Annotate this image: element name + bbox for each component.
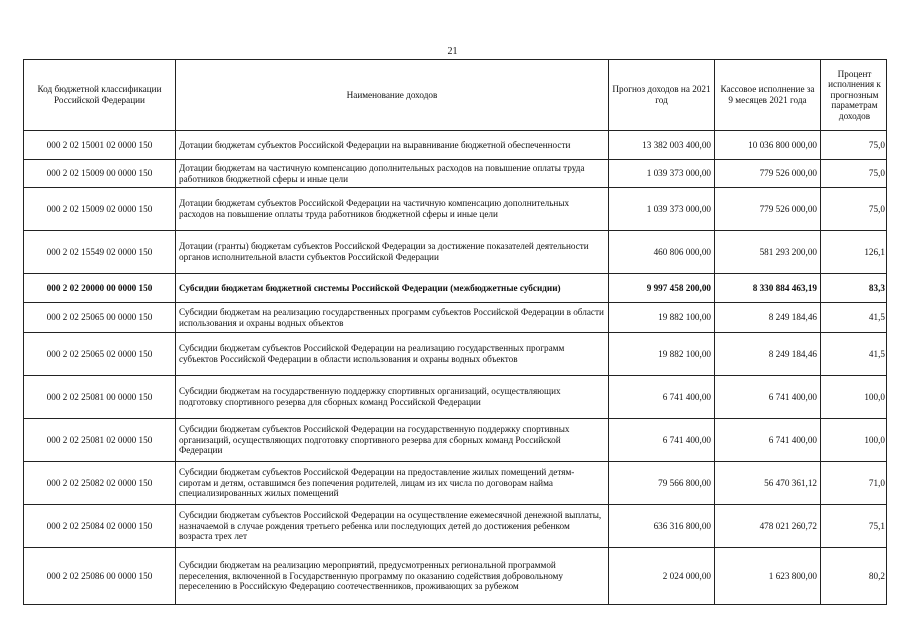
- cell-cash: 10 036 800 000,00: [715, 131, 821, 160]
- cell-cash: 1 623 800,00: [715, 548, 821, 605]
- cell-cash: 8 330 884 463,19: [715, 274, 821, 303]
- cell-code: 000 2 02 25081 00 0000 150: [24, 376, 176, 419]
- table-row: [24, 160, 887, 188]
- cell-percent: 126,1: [821, 231, 887, 274]
- cell-forecast: 2 024 000,00: [609, 548, 715, 605]
- cell-code: 000 2 02 25082 02 0000 150: [24, 462, 176, 505]
- cell-name: Субсидии бюджетам бюджетной системы Российской Федерации (межбюджетные субсидии): [176, 274, 609, 303]
- cell-cash: 6 741 400,00: [715, 419, 821, 462]
- cell-code: 000 2 02 20000 00 0000 150: [24, 274, 176, 303]
- cell-name: Субсидии бюджетам на государственную поддержку спортивных организаций, осуществляющих подготовку спортивного резерва для сборных команд Российской Федерации: [176, 376, 609, 419]
- header-cash: Кассовое исполнение за 9 месяцев 2021 года: [715, 60, 821, 131]
- table-row: [24, 303, 887, 333]
- cell-name: Субсидии бюджетам на реализацию мероприятий, предусмотренных региональной программой переселения, включенной в Государственную программу по оказанию содействия добровольному переселению в Российскую Федерацию соотечественников, проживающих за рубежом: [176, 548, 609, 605]
- income-table: [23, 59, 887, 605]
- cell-forecast: 1 039 373 000,00: [609, 160, 715, 188]
- page-number: 21: [447, 46, 458, 57]
- cell-percent: 75,1: [821, 505, 887, 548]
- cell-percent: 41,5: [821, 303, 887, 333]
- cell-forecast: 13 382 003 400,00: [609, 131, 715, 160]
- table-row: [24, 188, 887, 231]
- table-row: [24, 231, 887, 274]
- table-row: [24, 131, 887, 160]
- cell-code: 000 2 02 25086 00 0000 150: [24, 548, 176, 605]
- cell-forecast: 19 882 100,00: [609, 333, 715, 376]
- cell-name: Субсидии бюджетам на реализацию государственных программ субъектов Российской Федерации в области использования и охраны водных объектов: [176, 303, 609, 333]
- cell-forecast: 9 997 458 200,00: [609, 274, 715, 303]
- cell-code: 000 2 02 25081 02 0000 150: [24, 419, 176, 462]
- cell-name: Субсидии бюджетам субъектов Российской Федерации на реализацию государственных программ субъектов Российской Федерации в области использования и охраны водных объектов: [176, 333, 609, 376]
- cell-forecast: 6 741 400,00: [609, 376, 715, 419]
- table-row: [24, 505, 887, 548]
- cell-cash: 779 526 000,00: [715, 188, 821, 231]
- cell-percent: 75,0: [821, 160, 887, 188]
- cell-percent: 41,5: [821, 333, 887, 376]
- cell-code: 000 2 02 15001 02 0000 150: [24, 131, 176, 160]
- cell-percent: 71,0: [821, 462, 887, 505]
- cell-code: 000 2 02 15549 02 0000 150: [24, 231, 176, 274]
- cell-name: Дотации бюджетам на частичную компенсацию дополнительных расходов на повышение оплаты труда работников бюджетной сферы и иные цели: [176, 160, 609, 188]
- cell-cash: 8 249 184,46: [715, 333, 821, 376]
- cell-name: Субсидии бюджетам субъектов Российской Федерации на государственную поддержку спортивных организаций, осуществляющих подготовку спортивного резерва для сборных команд Российской Федерации: [176, 419, 609, 462]
- cell-percent: 75,0: [821, 188, 887, 231]
- cell-percent: 100,0: [821, 419, 887, 462]
- table-row: [24, 333, 887, 376]
- cell-code: 000 2 02 25065 00 0000 150: [24, 303, 176, 333]
- cell-name: Субсидии бюджетам субъектов Российской Федерации на осуществление ежемесячной денежной выплаты, назначаемой в случае рождения третьего ребенка или последующих детей до достижения ребенком возраста трех лет: [176, 505, 609, 548]
- cell-cash: 6 741 400,00: [715, 376, 821, 419]
- cell-code: 000 2 02 15009 02 0000 150: [24, 188, 176, 231]
- cell-percent: 80,2: [821, 548, 887, 605]
- cell-cash: 779 526 000,00: [715, 160, 821, 188]
- cell-forecast: 6 741 400,00: [609, 419, 715, 462]
- cell-forecast: 1 039 373 000,00: [609, 188, 715, 231]
- cell-name: Субсидии бюджетам субъектов Российской Федерации на предоставление жилых помещений детям-сиротам и детям, оставшимся без попечения родителей, лицам из их числа по договорам найма специализированных жилых помещений: [176, 462, 609, 505]
- cell-name: Дотации бюджетам субъектов Российской Федерации на частичную компенсацию дополнительных расходов на повышение оплаты труда работников бюджетной сферы и иные цели: [176, 188, 609, 231]
- cell-name: Дотации (гранты) бюджетам субъектов Российской Федерации за достижение показателей деятельности органов исполнительной власти субъектов Российской Федерации: [176, 231, 609, 274]
- header-name: Наименование доходов: [176, 60, 609, 131]
- header-forecast: Прогноз доходов на 2021 год: [609, 60, 715, 131]
- cell-code: 000 2 02 25065 02 0000 150: [24, 333, 176, 376]
- cell-percent: 100,0: [821, 376, 887, 419]
- table-header-row: [24, 60, 887, 131]
- cell-forecast: 79 566 800,00: [609, 462, 715, 505]
- cell-percent: 75,0: [821, 131, 887, 160]
- header-code: Код бюджетной классификации Российской Федерации: [24, 60, 176, 131]
- table-row: [24, 376, 887, 419]
- cell-code: 000 2 02 25084 02 0000 150: [24, 505, 176, 548]
- cell-cash: 581 293 200,00: [715, 231, 821, 274]
- cell-cash: 478 021 260,72: [715, 505, 821, 548]
- table-row: [24, 274, 887, 303]
- cell-code: 000 2 02 15009 00 0000 150: [24, 160, 176, 188]
- cell-forecast: 460 806 000,00: [609, 231, 715, 274]
- cell-forecast: 19 882 100,00: [609, 303, 715, 333]
- header-percent: Процент исполнения к прогнозным параметрам доходов: [821, 60, 887, 131]
- table-row: [24, 548, 887, 605]
- cell-percent: 83,3: [821, 274, 887, 303]
- table-row: [24, 462, 887, 505]
- cell-cash: 8 249 184,46: [715, 303, 821, 333]
- cell-name: Дотации бюджетам субъектов Российской Федерации на выравнивание бюджетной обеспеченности: [176, 131, 609, 160]
- table-row: [24, 419, 887, 462]
- cell-forecast: 636 316 800,00: [609, 505, 715, 548]
- cell-cash: 56 470 361,12: [715, 462, 821, 505]
